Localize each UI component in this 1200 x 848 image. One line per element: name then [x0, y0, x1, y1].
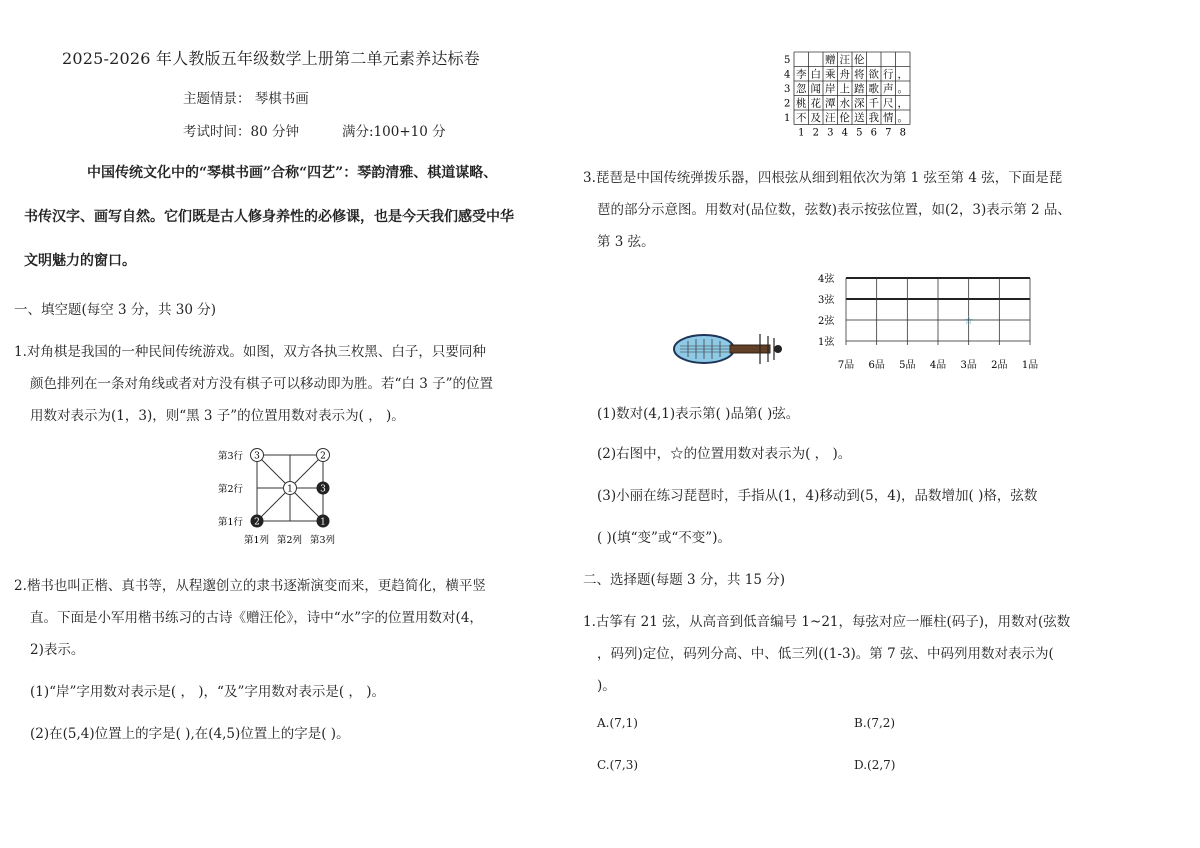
option-d[interactable]: D.(2,7)	[854, 758, 896, 772]
poem-col-number: 7	[885, 127, 892, 139]
poem-cell: 不	[796, 112, 807, 124]
full-score: 满分:100+10 分	[342, 124, 446, 140]
black-piece-3: 3	[320, 484, 326, 495]
q2-line-3: 2)表示。	[30, 642, 85, 658]
poem-col-number: 4	[841, 127, 848, 139]
poem-col-number: 8	[899, 127, 906, 139]
poem-row-number: 3	[784, 84, 791, 95]
row-label-2: 第2行	[218, 484, 244, 495]
star-marker: ☆	[963, 314, 974, 327]
section1-heading: 一、填空题(每空 3 分，共 30 分)	[14, 302, 216, 318]
s2q1-line-2: ，码列)定位，码列分高、中、低三列((1-3)。第 7 弦、中码列用数对表示为(	[597, 646, 1054, 662]
poem-row-number: 5	[784, 55, 791, 66]
poem-cell: 情	[883, 112, 894, 124]
poem-cell: ，	[897, 68, 908, 81]
page-title: 2025-2026 年人教版五年级数学上册第二单元素养达标卷	[62, 49, 480, 68]
q3-line-2: 琶的部分示意图。用数对(品位数，弦数)表示按弦位置，如(2，3)表示第 2 品、	[597, 202, 1071, 218]
poem-cell: 忽	[796, 83, 807, 95]
intro-line-3: 文明魅力的窗口。	[24, 253, 136, 269]
poem-cell: 花	[810, 97, 821, 110]
poem-cell: 。	[897, 112, 908, 124]
col-label-1: 第1列	[244, 535, 270, 546]
intro-line-2: 书传汉字、画写自然。它们既是古人修身养性的必修课，也是今天我们感受中华	[24, 209, 514, 225]
white-piece-1: 1	[287, 484, 293, 495]
q2-line-2: 直。下面是小军用楷书练习的古诗《赠汪伦》，诗中“水”字的位置用数对(4，	[30, 610, 483, 626]
poem-cell: 尺	[883, 97, 894, 110]
q1-line-2: 颜色排列在一条对角线或者对方没有棋子可以移动即为胜。若“白 3 子”的位置	[30, 376, 493, 392]
poem-cell: 李	[796, 68, 807, 81]
string-label: 1弦	[818, 337, 835, 348]
poem-grid-figure	[780, 50, 914, 142]
poem-cell: 乘	[825, 68, 836, 81]
q3-line-1: 3.琵琶是中国传统弹拨乐器，四根弦从细到粗依次为第 1 弦至第 4 弦，下面是琵	[583, 170, 1063, 186]
poem-col-number: 5	[856, 127, 863, 139]
poem-cell: 歌	[868, 83, 879, 95]
poem-cell: 将	[854, 68, 865, 81]
poem-cell: 潭	[825, 97, 836, 110]
poem-row-number: 2	[784, 98, 791, 110]
pipa-illustration	[670, 326, 794, 372]
s2q1-line-3: )。	[597, 678, 616, 694]
q2-part-2: (2)在(5,4)位置上的字是( ),在(4,5)位置上的字是( )。	[30, 726, 350, 742]
poem-cell: 伦	[839, 112, 850, 124]
exam-time: 考试时间：80 分钟	[183, 124, 299, 140]
fret-label: 7品	[837, 360, 855, 370]
q3-part-3b: ( )(填“变”或“不变”)。	[597, 530, 731, 546]
poem-cell: 桃	[796, 97, 807, 110]
poem-cell: 行	[883, 68, 894, 81]
section2-heading: 二、选择题(每题 3 分，共 15 分)	[583, 572, 785, 588]
q1-line-3: 用数对表示为(1，3)，则“黑 3 子”的位置用数对表示为( ， )。	[30, 408, 405, 424]
q3-part-3: (3)小丽在练习琵琶时，手指从(1，4)移动到(5，4)，品数增加( )格，弦数	[597, 488, 1038, 504]
poem-cell: 水	[839, 97, 850, 110]
fret-label: 3品	[960, 360, 977, 370]
q3-line-3: 第 3 弦。	[597, 234, 655, 250]
chess-board-figure	[212, 443, 352, 549]
poem-cell: 千	[868, 97, 879, 110]
fret-label: 4品	[929, 360, 947, 370]
poem-col-number: 2	[812, 127, 819, 139]
poem-cell: 。	[897, 83, 908, 95]
q3-part-1: (1)数对(4,1)表示第( )品第( )弦。	[597, 406, 800, 422]
option-b[interactable]: B.(7,2)	[854, 716, 896, 730]
poem-cell: 踏	[854, 83, 865, 95]
poem-col-number: 3	[827, 127, 834, 139]
poem-cell: 上	[839, 83, 850, 95]
poem-cell: ，	[897, 97, 908, 110]
poem-cell: 白	[810, 68, 821, 81]
poem-row-number: 4	[784, 69, 791, 81]
poem-col-number: 1	[798, 127, 805, 139]
poem-col-number: 6	[870, 127, 877, 139]
theme-line: 主题情景： 琴棋书画	[183, 91, 309, 107]
poem-cell: 及	[810, 112, 821, 124]
pipa-fret-grid	[816, 270, 1040, 370]
poem-cell: 送	[854, 112, 865, 124]
poem-cell: 欲	[868, 68, 879, 81]
poem-cell: 赠	[825, 54, 836, 66]
fret-label: 5品	[899, 360, 916, 370]
poem-cell: 舟	[839, 68, 850, 81]
white-piece-3: 3	[254, 451, 260, 462]
q2-part-1: (1)“岸”字用数对表示是( ， )，“及”字用数对表示是( ， )。	[30, 684, 385, 700]
col-label-3: 第3列	[310, 535, 336, 546]
q3-part-2: (2)右图中，☆的位置用数对表示为( ， )。	[597, 446, 852, 462]
poem-cell: 声	[883, 83, 894, 95]
black-piece-1: 1	[320, 517, 326, 528]
string-label: 2弦	[818, 316, 835, 327]
s2q1-line-1: 1.古筝有 21 弦，从高音到低音编号 1~21，每弦对应一雁柱(码子)，用数对(弦数	[583, 614, 1071, 630]
string-label: 3弦	[818, 295, 835, 306]
black-piece-2: 2	[254, 517, 260, 528]
row-label-1: 第1行	[218, 517, 244, 528]
poem-cell: 岸	[825, 83, 836, 95]
option-a[interactable]: A.(7,1)	[597, 716, 638, 730]
col-label-2: 第2列	[277, 535, 303, 546]
poem-cell: 汪	[839, 54, 850, 66]
poem-cell: 闻	[810, 83, 821, 95]
poem-cell: 伦	[854, 54, 865, 66]
q2-line-1: 2.楷书也叫正楷、真书等，从程邈创立的隶书逐渐演变而来，更趋简化，横平竖	[14, 578, 486, 594]
poem-cell: 深	[854, 97, 865, 110]
q1-line-1: 1.对角棋是我国的一种民间传统游戏。如图，双方各执三枚黑、白子，只要同种	[14, 344, 486, 360]
option-c[interactable]: C.(7,3)	[597, 758, 639, 772]
string-label: 4弦	[818, 274, 835, 285]
intro-line-1: 中国传统文化中的“琴棋书画”合称“四艺”：琴韵清雅、棋道谋略、	[87, 165, 498, 181]
fret-label: 2品	[991, 360, 1008, 370]
fret-label: 1品	[1021, 360, 1039, 370]
white-piece-2: 2	[320, 451, 326, 462]
poem-cell: 我	[868, 112, 879, 124]
row-label-3: 第3行	[218, 451, 244, 462]
fret-label: 6品	[868, 360, 885, 370]
poem-row-number: 1	[784, 113, 791, 124]
poem-cell: 汪	[825, 112, 836, 124]
